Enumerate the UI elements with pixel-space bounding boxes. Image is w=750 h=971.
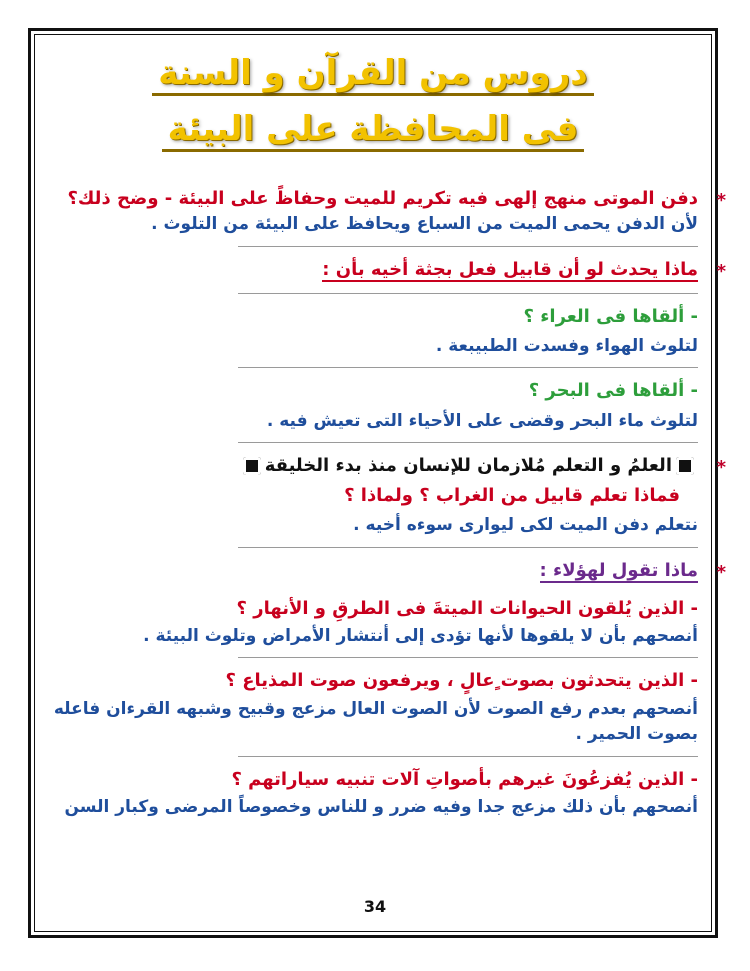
bullet-star-icon: * bbox=[716, 190, 726, 212]
section1-question bbox=[48, 186, 726, 212]
section4-item2-prompt: - الذين يتحدثون بصوت ٍعالٍ ، ويرفعون صوت المذياع ؟ bbox=[225, 670, 698, 692]
section4-question bbox=[48, 558, 726, 584]
divider bbox=[238, 657, 698, 658]
divider bbox=[238, 442, 698, 443]
section2-item1-prompt: - ألقاها فى العراء ؟ bbox=[523, 305, 698, 327]
page-content bbox=[48, 40, 726, 820]
section4-item2-answer-cont: بصوت الحمير . bbox=[575, 724, 698, 745]
section2-question-text: ماذا يحدث لو أن قابيل فعل بجثة أخيه بأن : bbox=[322, 258, 698, 280]
section4-item1-answer: أنصحهم بأن لا يلقوها لأنها تؤدى إلى أنتشار الأمراض وتلوث البيئة . bbox=[143, 625, 698, 646]
section3-answer: نتعلم دفن الميت لكى ليوارى سوءه أخيه . bbox=[353, 515, 698, 536]
page-number: 34 bbox=[363, 897, 387, 916]
section1-answer: لأن الدفن يحمى الميت من السباع ويحافظ على البيئة من التلوث . bbox=[151, 214, 698, 235]
section2-item2-answer: لتلوث ماء البحر وقضى على الأحياء التى تعيش فيه . bbox=[266, 410, 698, 431]
section3-heading-text: العلمُ و التعلم مُلازمان للإنسان منذ بدء الخليقة bbox=[264, 455, 672, 477]
ornament-icon bbox=[676, 457, 694, 475]
section1-question-text: دفن الموتى منهج إلهى فيه تكريم للميت وحفاظً على البيئة - وضح ذلك؟ bbox=[67, 188, 698, 210]
bullet-star-icon: * bbox=[716, 457, 726, 479]
page-title-line2 bbox=[48, 110, 698, 152]
section2-item2-prompt: - ألقاها فى البحر ؟ bbox=[528, 380, 698, 402]
divider bbox=[238, 367, 698, 368]
divider bbox=[238, 547, 698, 548]
bullet-star-icon: * bbox=[716, 561, 726, 583]
section3-heading bbox=[48, 453, 726, 479]
bullet-star-icon: * bbox=[716, 260, 726, 282]
section3-question: فماذا تعلم قابيل من الغراب ؟ ولماذا ؟ bbox=[344, 485, 680, 507]
divider bbox=[238, 293, 698, 294]
section2-question bbox=[48, 257, 726, 283]
divider bbox=[238, 756, 698, 757]
section2-item1-answer: لتلوث الهواء وفسدت الطبيبعة . bbox=[435, 335, 698, 356]
title-line2-text: فى المحافظة على البيئة bbox=[162, 110, 585, 152]
title-line1-text: دروس من القرآن و السنة bbox=[152, 54, 593, 96]
ornament-icon bbox=[243, 457, 261, 475]
divider bbox=[238, 246, 698, 247]
section4-item1-prompt: - الذين يُلقون الحيوانات الميتةَ فى الطرقِ و الأنهار ؟ bbox=[236, 597, 698, 619]
page-title-line1 bbox=[48, 54, 698, 96]
section4-item2-answer: أنصحهم بعدم رفع الصوت لأن الصوت العال مزعج وقبيح وشبهه القرءان فاعله bbox=[53, 698, 698, 719]
section4-question-text: ماذا تقول لهؤلاء : bbox=[539, 559, 698, 581]
section4-item3-answer: أنصحهم بأن ذلك مزعج جدا وفيه ضرر و للناس وخصوصاً المرضى وكبار السن bbox=[64, 796, 698, 817]
section4-item3-prompt: - الذين يُفزعُونَ غيرهم بأصواتِ آلات تنبيه سياراتهم ؟ bbox=[231, 768, 698, 790]
